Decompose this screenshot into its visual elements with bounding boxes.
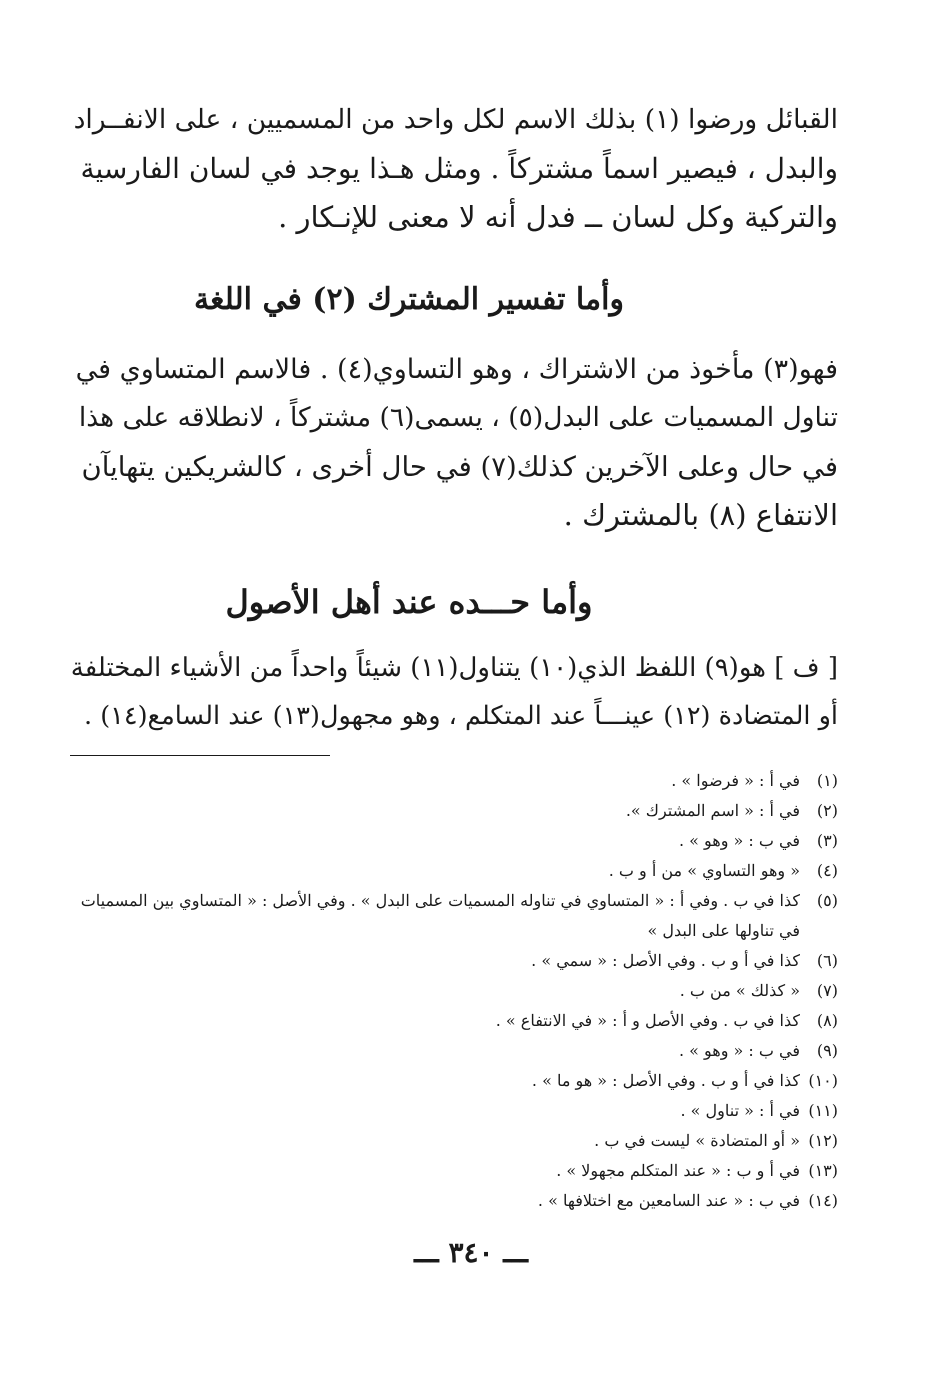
footnote-item — [70, 1186, 838, 1216]
footnote-text: في ب : « وهو » . — [678, 1040, 800, 1060]
footnote-number: (١٠) — [808, 1070, 838, 1090]
footnote-item — [70, 826, 838, 856]
footnote-text-line: كذا في ب . وفي أ : « المتساوي في تناوله المسميات على البدل » . وفي الأصل : « المتساوي بين المسميات — [80, 890, 800, 910]
section-heading-definition: وأما حـــده عند أهل الأصول — [225, 582, 593, 621]
footnote-list — [70, 766, 838, 1216]
footnote-text: كذا في أ و ب . وفي الأصل : « سمي » . — [531, 950, 800, 970]
text-line: تناول المسميات على البدل(٥) ، يسمى(٦) مشتركاً ، لانطلاقه على هذا — [78, 402, 838, 433]
footnote-text: في أ : « تناول » . — [680, 1100, 800, 1120]
page-number: ـــ ٣٤٠ ـــ — [414, 1236, 528, 1269]
body-paragraph-3 — [70, 644, 838, 741]
footnote-number: (٩) — [816, 1040, 838, 1060]
footnote-text: « أو المتضادة » ليست في ب . — [594, 1130, 800, 1150]
footnote-text: في أ : « فرضوا » . — [671, 770, 800, 790]
footnote-number: (١) — [816, 770, 838, 790]
footnote-text: كذا في ب . وفي الأصل و أ : « في الانتفاع » . — [495, 1010, 800, 1030]
footnote-text: في أ : « اسم المشترك ». — [625, 800, 800, 820]
footnote-number: (١٣) — [808, 1160, 838, 1180]
footnote-item — [70, 1066, 838, 1096]
section-heading-linguistic: وأما تفسير المشترك (٢) في اللغة — [194, 281, 624, 317]
text-line: الانتفاع (٨) بالمشترك . — [563, 498, 838, 532]
footnote-item — [70, 946, 838, 976]
footnote-number: (٧) — [816, 980, 838, 1000]
footnote-item — [70, 1156, 838, 1186]
footnote-number: (١١) — [808, 1100, 838, 1120]
text-line: والتركية وكل لسان ــ فدل أنه لا معنى للإنـكار . — [278, 200, 838, 234]
footnotes-section — [70, 755, 838, 1216]
footnote-divider — [70, 755, 330, 756]
footnote-text: في أ و ب : « عند المتكلم مجهولا » . — [556, 1160, 800, 1180]
footnote-number: (١٤) — [808, 1190, 838, 1210]
text-line: والبدل ، فيصير اسماً مشتركاً . ومثل هـذا يوجد في لسان الفارسية — [80, 151, 838, 185]
footnote-number: (٢) — [816, 800, 838, 820]
text-line: [ ف ] هو(٩) اللفظ الذي(١٠) يتناول(١١) شيئاً واحداً من الأشياء المختلفة — [70, 652, 838, 683]
footnote-text: « كذلك » من ب . — [679, 980, 800, 1000]
footnote-item — [70, 1006, 838, 1036]
footnote-number: (٨) — [816, 1010, 838, 1030]
text-line: أو المتضادة (١٢) عينـــاً عند المتكلم ، وهو مجهول(١٣) عند السامع(١٤) . — [84, 701, 838, 731]
body-paragraph-1 — [70, 96, 838, 242]
footnote-text: كذا في أ و ب . وفي الأصل : « هو ما » . — [531, 1070, 800, 1090]
footnote-number: (٥) — [816, 890, 838, 910]
text-line: في حال وعلى الآخرين كذلك(٧) في حال أخرى ، كالشريكين يتهايآن — [81, 450, 838, 483]
footnote-item — [70, 1036, 838, 1066]
footnote-item — [70, 1096, 838, 1126]
footnote-text-continuation: في تناولها على البدل » — [647, 920, 800, 940]
footnote-number: (١٢) — [808, 1130, 838, 1150]
footnote-text: في ب : « عند السامعين مع اختلافها » . — [537, 1190, 800, 1210]
footnote-number: (٦) — [816, 950, 838, 970]
footnote-item — [70, 796, 838, 826]
footnote-item — [70, 766, 838, 796]
text-line: القبائل ورضوا (١) بذلك الاسم لكل واحد من المسميين ، على الانفــراد — [73, 104, 838, 135]
text-line: فهو(٣) مأخوذ من الاشتراك ، وهو التساوي(٤) . فالاسم المتساوي في — [75, 353, 838, 385]
footnote-text: « وهو التساوي » من أ و ب . — [608, 860, 800, 880]
footnote-item — [70, 886, 838, 946]
body-paragraph-2 — [70, 346, 838, 540]
footnote-text: في ب : « وهو » . — [678, 830, 800, 850]
footnote-item — [70, 976, 838, 1006]
footnote-number: (٤) — [816, 860, 838, 880]
footnote-item — [70, 1126, 838, 1156]
footnote-text — [81, 886, 800, 946]
footnote-item — [70, 856, 838, 886]
footnote-number: (٣) — [816, 830, 838, 850]
